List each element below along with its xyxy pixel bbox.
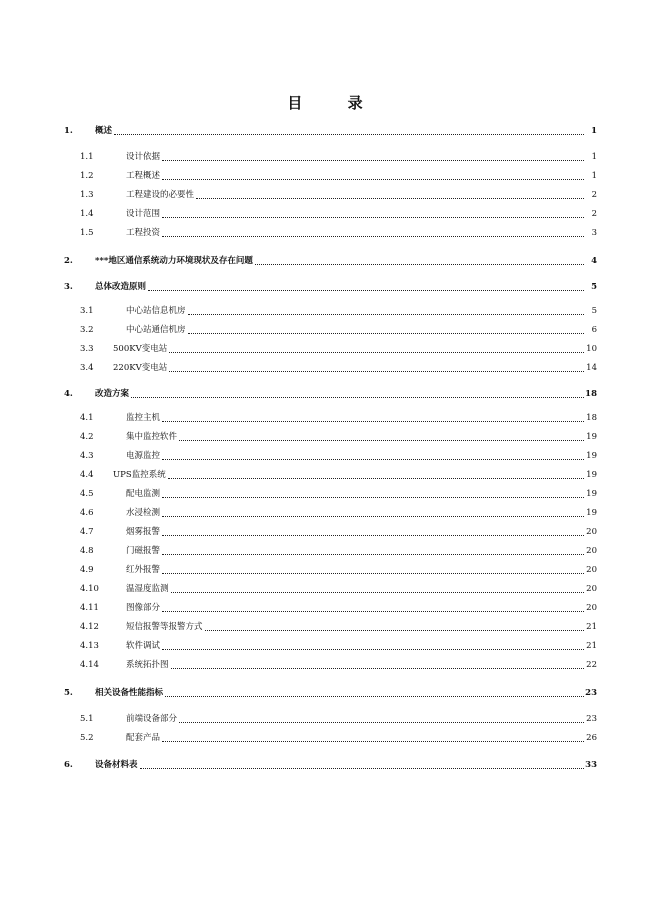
toc-entry-title: 红外报警 [126,565,161,575]
toc-leader-dots [171,658,594,672]
toc-entry-page-number: 20 [586,603,597,613]
toc-entry-number: 4.1 [80,413,94,423]
toc-entry-page-number: 20 [586,565,597,575]
toc-entry-page-number: 5 [585,280,597,294]
toc-leader-dots [162,525,594,539]
toc-entry-title: 软件调试 [126,641,161,651]
toc-entry-title: 设备材料表 [95,760,138,770]
toc-leader-dots [169,361,594,375]
toc-entry[interactable] [0,342,650,356]
toc-entry-page-number: 14 [586,363,597,373]
toc-entry-number: 1.4 [80,209,94,219]
toc-entry-title: 工程投资 [126,228,161,238]
toc-entry-number: 4.3 [80,451,94,461]
toc-entry-title: 相关设备性能指标 [95,688,164,698]
toc-entry-number: 1.2 [80,171,94,181]
toc-entry[interactable] [0,304,650,318]
toc-leader-dots [162,411,594,425]
toc-entry-number: 3. [64,282,73,292]
toc-entry-page-number: 2 [585,188,597,202]
toc-entry-title: 工程建设的必要性 [126,190,195,200]
toc-entry-number: 4.7 [80,527,94,537]
toc-entry-title: 图像部分 [126,603,161,613]
toc-entry-title: 前端设备部分 [126,714,178,724]
toc-entry-number: 4.14 [80,660,99,670]
toc-entry[interactable] [0,487,650,501]
toc-entry-number: 4.6 [80,508,94,518]
toc-entry[interactable] [0,731,650,745]
toc-entry-number: 4.13 [80,641,99,651]
toc-entry-title: 配电监测 [126,489,161,499]
toc-entry-page-number: 20 [586,546,597,556]
toc-entry-page-number: 18 [586,413,597,423]
toc-entry[interactable] [0,387,650,401]
toc-entry-page-number: 6 [585,323,597,337]
page-title: 目 录 [287,94,383,112]
toc-entry-page-number: 10 [586,344,597,354]
toc-entry-number: 1.3 [80,190,94,200]
toc-entry[interactable] [0,449,650,463]
toc-entry-page-number: 23 [585,688,597,698]
toc-entry-page-number: 19 [586,451,597,461]
toc-entry-title: 中心站信息机房 [126,306,186,316]
toc-entry-number: 3.3 [80,344,94,354]
toc-entry-title: ***地区通信系统动力环境现状及存在问题 [95,256,253,266]
toc-entry-page-number: 21 [586,622,597,632]
toc-leader-dots [179,712,594,726]
toc-entry-number: 5.2 [80,733,94,743]
toc-entry-number: 4.11 [80,603,99,613]
toc-entry-title: 500KV变电站 [113,344,168,354]
toc-leader-dots [188,323,594,337]
toc-entry[interactable] [0,468,650,482]
toc-entry-number: 3.1 [80,306,94,316]
toc-leader-dots [162,150,594,164]
toc-entry-page-number: 20 [586,527,597,537]
toc-entry[interactable] [0,525,650,539]
toc-leader-dots [205,620,594,634]
toc-entry[interactable] [0,620,650,634]
toc-entry-page-number: 19 [586,489,597,499]
toc-entry-title: 水浸检测 [126,508,161,518]
toc-leader-dots [140,758,594,772]
toc-entry-number: 4.5 [80,489,94,499]
toc-leader-dots [162,731,594,745]
toc-entry-page-number: 19 [586,470,597,480]
toc-entry-number: 1.1 [80,152,94,162]
toc-entry-page-number: 33 [585,760,597,770]
toc-entry[interactable] [0,758,650,772]
toc-entry-page-number: 18 [585,389,597,399]
toc-entry-page-number: 1 [585,150,597,164]
toc-entry-number: 4.8 [80,546,94,556]
toc-entry[interactable] [0,124,650,138]
toc-leader-dots [196,188,594,202]
toc-entry[interactable] [0,601,650,615]
toc-entry-title: 集中监控软件 [126,432,178,442]
toc-leader-dots [162,601,594,615]
toc-leader-dots [169,342,594,356]
toc-entry-title: 电源监控 [126,451,161,461]
toc-entry-number: 4.4 [80,470,94,480]
toc-entry-title: 烟雾报警 [126,527,161,537]
toc-entry[interactable] [0,361,650,375]
toc-entry[interactable] [0,506,650,520]
toc-leader-dots [188,304,594,318]
toc-leader-dots [162,563,594,577]
toc-entry-number: 4. [64,389,73,399]
toc-entry[interactable] [0,280,650,294]
toc-leader-dots [162,544,594,558]
toc-entry[interactable] [0,150,650,164]
toc-leader-dots [179,430,594,444]
toc-entry-number: 3.2 [80,325,94,335]
toc-entry-number: 1.5 [80,228,94,238]
toc-entry-title: 改造方案 [95,389,130,399]
toc-entry-title: 概述 [95,126,113,136]
toc-entry-title: 设计依据 [126,152,161,162]
toc-leader-dots [162,207,594,221]
toc-entry-page-number: 1 [585,169,597,183]
toc-entry[interactable] [0,544,650,558]
toc-entry[interactable] [0,254,650,268]
toc-entry-number: 4.9 [80,565,94,575]
toc-entry[interactable] [0,658,650,672]
toc-entry-page-number: 19 [586,432,597,442]
toc-entry-page-number: 1 [585,124,597,138]
toc-entry-title: 总体改造原则 [95,282,147,292]
toc-entry-page-number: 22 [586,660,597,670]
toc-entry-title: 系统拓扑图 [126,660,169,670]
toc-entry-page-number: 26 [586,733,597,743]
toc-entry-number: 6. [64,760,73,770]
toc-entry-title: 配套产品 [126,733,161,743]
toc-leader-dots [162,226,594,240]
toc-entry-number: 5. [64,688,73,698]
toc-entry[interactable] [0,188,650,202]
toc-entry-page-number: 3 [585,226,597,240]
toc-leader-dots [162,506,594,520]
toc-entry[interactable] [0,712,650,726]
toc-leader-dots [255,254,594,268]
toc-entry-title: 中心站通信机房 [126,325,186,335]
toc-entry-page-number: 19 [586,508,597,518]
toc-entry-number: 5.1 [80,714,94,724]
toc-entry-title: 220KV变电站 [113,363,168,373]
toc-entry[interactable] [0,226,650,240]
toc-entry-title: 工程概述 [126,171,161,181]
toc-entry-number: 4.12 [80,622,99,632]
toc-leader-dots [148,280,594,294]
toc-entry[interactable] [0,323,650,337]
toc-entry-number: 2. [64,256,73,266]
toc-entry-number: 4.2 [80,432,94,442]
toc-leader-dots [162,449,594,463]
toc-leader-dots [131,387,594,401]
toc-leader-dots [114,124,594,138]
toc-entry-page-number: 21 [586,641,597,651]
toc-entry-title: 短信报警等报警方式 [126,622,203,632]
toc-entry-title: 门磁报警 [126,546,161,556]
toc-entry-number: 3.4 [80,363,94,373]
toc-entry[interactable] [0,207,650,221]
toc-entry[interactable] [0,686,650,700]
toc-leader-dots [162,487,594,501]
toc-entry-page-number: 20 [586,584,597,594]
toc-leader-dots [162,169,594,183]
toc-leader-dots [162,639,594,653]
toc-leader-dots [168,468,594,482]
toc-entry[interactable] [0,563,650,577]
toc-entry-page-number: 23 [586,714,597,724]
toc-entry[interactable] [0,639,650,653]
toc-leader-dots [165,686,594,700]
toc-entry-title: UPS监控系统 [113,470,166,480]
toc-leader-dots [171,582,594,596]
toc-entry-page-number: 5 [585,304,597,318]
toc-entry[interactable] [0,411,650,425]
toc-entry[interactable] [0,430,650,444]
toc-entry-number: 1. [64,126,73,136]
toc-entry-title: 温湿度监测 [126,584,169,594]
toc-entry-page-number: 4 [585,254,597,268]
toc-entry-number: 4.10 [80,584,99,594]
toc-entry-page-number: 2 [585,207,597,221]
toc-entry-title: 设计范围 [126,209,161,219]
toc-entry[interactable] [0,582,650,596]
toc-entry-title: 监控主机 [126,413,161,423]
toc-entry[interactable] [0,169,650,183]
